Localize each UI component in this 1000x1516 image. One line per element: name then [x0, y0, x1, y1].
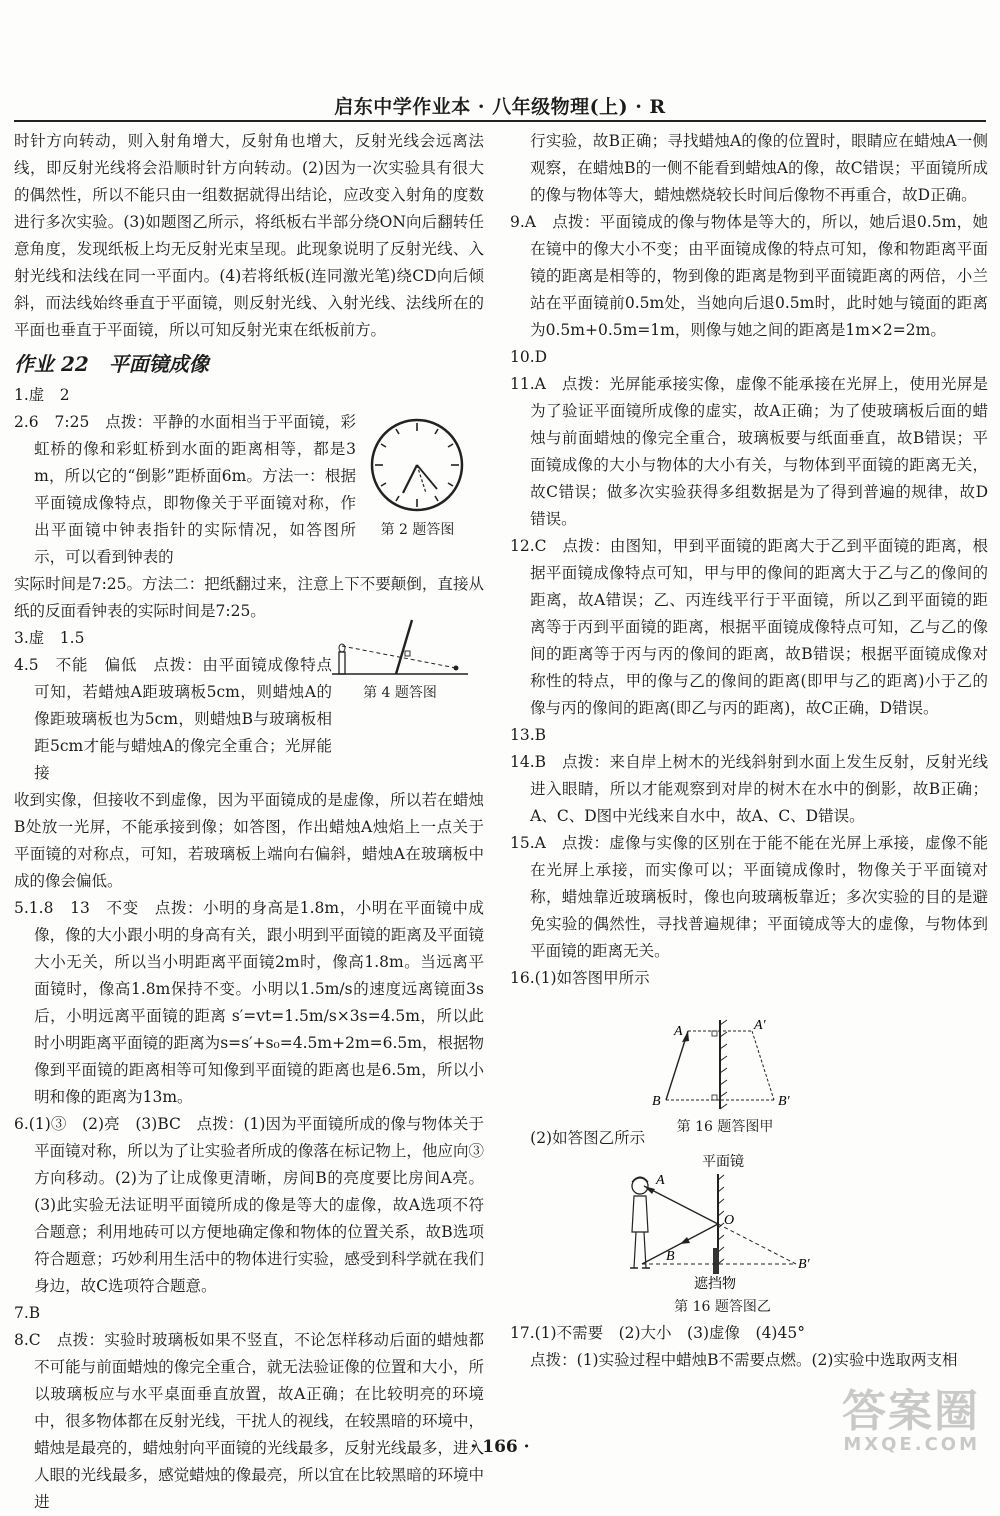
answer-11: 11.A 点拨：光屏能承接实像，虚像不能承接在光屏上，使用光屏是为了验证平面镜所成像的虚实，故A正确；为了使玻璃板后面的蜡烛与前面蜡烛的像完全重合，玻璃板要与纸面垂直，故B错误；平面镜成像的大小与物体的大小有关，与物体到平面镜的距离无关，故C错误；做多次实验获得多组数据是为了得到普遍的规律，故D错误。 — [510, 375, 988, 528]
answer-2a: 2.6 7:25 点拨：平静的水面相当于平面镜，彩虹桥的像和彩虹桥到水面的距离相等，都是3m，所以它的“倒影”距桥面6m。方法一：根据平面镜成像特点，即物像关于平面镜对称，作出平面镜中钟表指针的实际情况，如答图所示，可以看到钟表的 — [14, 413, 356, 566]
right-column-3 — [510, 1320, 988, 1374]
fig-16a-caption: 第 16 题答图甲 — [676, 1119, 774, 1135]
answer-8: 8.C 点拨：实验时玻璃板如果不竖直，不论怎样移动后面的蜡烛都不可能与前面蜡烛的像完全重合，就无法验证像的位置和大小，所以玻璃板应与水平桌面垂直放置，故A正确；在比较明亮的环境中，很多物体都在反射光线，干扰人的视线，在较黑暗的环境中，蜡烛是最亮的，蜡烛射向平面镜的光线最多，反射光线最多，进入人眼的光线最多，感觉蜡烛的像最亮，所以宜在比较黑暗的环境中进 — [14, 1331, 484, 1511]
header-rule — [14, 120, 986, 122]
label-A: A — [674, 1024, 683, 1039]
mirror-reflection-figure — [640, 1017, 810, 1112]
label-B-prime: B′ — [798, 1257, 810, 1272]
answer-intro: 时针方向转动，则入射角增大，反射角也增大，反射光线会远离法线，即反射光线将会沿顺时针方向转动。(2)因为一次实验具有很大的偶然性，所以不能只由一组数据就得出结论，应改变入射角的度数进行多次实验。(3)如题图乙所示，将纸板右半部分绕ON向后翻转任意角度，发现纸板上均无反射光束呈现。此现象说明了反射光线、入射光线和法线在同一平面内。(4)若将纸板(连同激光笔)绕CD向后倾斜，而法线始终垂直于平面镜，则反射光线、入射光线、法线所在的平面也垂直于平面镜，所以可知反射光束在纸板前方。 — [14, 132, 484, 339]
label-B: B — [652, 1094, 661, 1109]
answer-2b: 实际时间是7:25。方法二：把纸翻过来，注意上下不要颠倒，直接从纸的反面看钟表的实际时间是7:25。 — [14, 575, 484, 620]
label-block: 遮挡物 — [694, 1276, 736, 1292]
right-column — [510, 128, 988, 992]
answer-10: 10.D — [510, 348, 548, 366]
fig-4-caption: 第 4 题答图 — [363, 685, 437, 701]
answer-3: 3.虚 1.5 — [14, 629, 85, 647]
answer-13: 13.B — [510, 726, 547, 744]
answer-14: 14.B 点拨：来自岸上树木的光线斜射到水面上发生反射，反射光线进入眼睛，所以才能观察到对岸的树木在水中的倒影，故B正确；A、C、D图中光线来自水中，故A、C、D错误。 — [510, 753, 988, 825]
answer-16-part2: (2)如答图乙所示 — [530, 1129, 646, 1147]
answer-1: 1.虚 2 — [14, 386, 70, 404]
answer-17: 17.(1)不需要 (2)大小 (3)虚像 (4)45° — [510, 1324, 805, 1342]
watermark — [842, 1386, 980, 1455]
label-mirror: 平面镜 — [702, 1154, 744, 1170]
answer-9: 9.A 点拨：平面镜成的像与物体是等大的，所以，她后退0.5m，她在镜中的像大小不变；由平面镜成像的特点可知，像和物距离平面镜的距离是相等的，物到像的距离是物到平面镜距离的两倍，小兰站在平面镜前0.5m处，当她向后退0.5m时，此时她与镜面的距离为0.5m+0.5m=1m，则像与她之间的距离是1m×2=2m。 — [510, 213, 988, 339]
label-B: B — [666, 1249, 675, 1264]
answer-12: 12.C 点拨：由图知，甲到平面镜的距离大于乙到平面镜的距离，根据平面镜成像特点可知，甲与甲的像间的距离大于乙与乙的像间的距离，故A错误；乙、丙连线平行于平面镜，所以乙到平面镜的距离等于丙到平面镜的距离，根据平面镜成像特点可知，乙与乙的像间的距离等于丙与丙的像间的距离，故B错误；根据平面镜成像对称性的特点，甲的像与乙的像间的距离(即甲与乙的距离)小于乙的像与丙的像间的距离(即乙与丙的距离)，故C正确，D错误。 — [510, 537, 988, 717]
candle-glass-figure — [330, 618, 470, 678]
answer-17-note: 点拨：(1)实验过程中蜡烛B不需要点燃。(2)实验中选取两支相 — [530, 1351, 958, 1369]
answer-6: 6.(1)③ (2)亮 (3)BC 点拨：(1)因为平面镜所成的像与物体关于平面镜对称，所以为了让实验者所成的像落在标记物上，他应向③方向移动。(2)为了让成像更清晰，房间B的亮度要比房间A亮。(3)此实验无法证明平面镜所成的像是等大的虚像，故A选项不符合题意；利用地砖可以方便地确定像和物体的位置关系，故B选项符合题意；巧妙利用生活中的物体进行实验，感受到科学就在我们身边，故C选项符合题意。 — [14, 1115, 484, 1295]
answer-5: 5.1.8 13 不变 点拨：小明的身高是1.8m，小明在平面镜中成像，像的大小跟小明的身高有关，跟小明到平面镜的距离及平面镜大小无关，所以当小明距离平面镜2m时，像高1.8m。当远离平面镜时，像高1.8m保持不变。小明以1.5m/s的速度远离镜面3s后，小明远离平面镜的距离 s′=vt=1.5m/s×3s=4.5m，所以此时小明距离平面镜的距离为s=s′+s₀=4.5m+2m=6.5m，根据物像到平面镜的距离相等可知像到平面镜的距离也是6.5m，所以小明和像的距离为13m。 — [14, 899, 484, 1106]
clock-figure — [360, 415, 475, 515]
label-B-prime: B′ — [778, 1094, 790, 1109]
watermark-line1: 答案圈 — [842, 1386, 980, 1437]
answer-4b: 收到实像，但接收不到虚像，因为平面镜成的是虚像，所以若在蜡烛B处放一光屏，不能承接到像；如答图，作出蜡烛A烛焰上一点关于平面镜的对称点，可知，若玻璃板上端向右偏斜，蜡烛A在玻璃板中成的像会偏低。 — [14, 791, 484, 890]
answer-4a: 4.5 不能 偏低 点拨：由平面镜成像特点可知，若蜡烛A距玻璃板5cm，则蜡烛A的像距玻璃板也为5cm，则蜡烛B与玻璃板相距5cm才能与蜡烛A的像完全重合；光屏能接 — [14, 656, 332, 782]
fig-4-candle — [330, 618, 470, 702]
label-O: O — [724, 1213, 735, 1228]
answer-7: 7.B — [14, 1304, 41, 1322]
fig-16-b — [620, 1152, 825, 1316]
answer-8-continued: 行实验，故B正确；寻找蜡烛A的像的位置时，眼睛应在蜡烛A一侧观察，在蜡烛B的一侧不能看到蜡烛A的像，故C错误；平面镜所成的像与物体等大，蜡烛燃烧较长时间后像物不再重合，故D正确。 — [530, 132, 988, 204]
label-A-prime: A′ — [754, 1018, 766, 1033]
watermark-line2: MXQE.COM — [843, 1434, 980, 1455]
fig-16b-caption: 第 16 题答图乙 — [674, 1299, 771, 1315]
left-column — [14, 128, 484, 1516]
fig-2-caption: 第 2 题答图 — [380, 522, 455, 538]
page-number: · 166 · — [470, 1437, 530, 1457]
fig-16-a — [640, 1017, 810, 1136]
answer-16-part1: 16.(1)如答图甲所示 — [510, 969, 650, 987]
person-mirror-figure — [620, 1152, 825, 1292]
section-title: 作业 22 平面镜成像 — [14, 352, 209, 376]
fig-2-clock — [360, 415, 475, 539]
right-column-2 — [510, 1125, 988, 1152]
page-header: 启东中学作业本 · 八年级物理(上) · R — [334, 96, 666, 118]
answer-15: 15.A 点拨：虚像与实像的区别在于能不能在光屏上承接，虚像不能在光屏上承接，而实像可以；平面镜成像时，物像关于平面镜对称，蜡烛靠近玻璃板时，像也向玻璃板靠近；多次实验的目的是避免实验的偶然性，寻找普遍规律；平面镜成等大的虚像，与物体到平面镜的距离无关。 — [510, 834, 988, 960]
label-A: A — [656, 1173, 665, 1188]
